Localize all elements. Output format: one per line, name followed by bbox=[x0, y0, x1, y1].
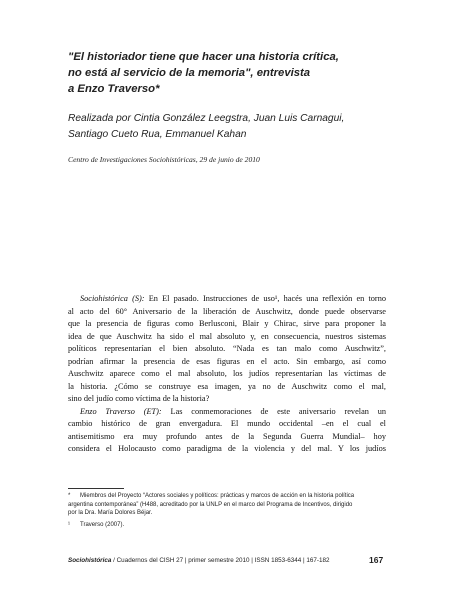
body-line: sino del judío como víctima de la historia? bbox=[68, 394, 210, 403]
line-text: Las conmemoraciones de este aniversario revelan un bbox=[161, 406, 386, 416]
footnote-rule bbox=[68, 488, 124, 489]
page-number: 167 bbox=[369, 555, 384, 565]
title-line: a Enzo Traverso* bbox=[68, 83, 160, 95]
title-line: "El historiador tiene que hacer una historia crítica, bbox=[68, 51, 339, 63]
article-title bbox=[68, 49, 388, 97]
footnote-text: Traverso (2007). bbox=[80, 521, 125, 528]
authors-line: Santiago Cueto Rua, Emmanuel Kahan bbox=[68, 129, 247, 140]
interview-meta: Centro de Investigaciones Sociohistóricas, 29 de junio de 2010 bbox=[68, 155, 260, 164]
journal-details: / Cuadernos del CISH 27 | primer semestre 2010 | ISSN 1853-6344 | 167-182 bbox=[111, 557, 330, 564]
article-authors bbox=[68, 111, 388, 143]
footnote-line bbox=[68, 492, 386, 501]
body-line: Auschwitz aparece como el mal absoluto, los judíos representarían las víctimas de bbox=[68, 369, 386, 378]
footnote-marker: * bbox=[68, 493, 71, 499]
body-line bbox=[68, 406, 386, 419]
body-line: antisemitismo era muy profundo antes de la Segunda Guerra Mundial– hoy bbox=[68, 431, 386, 441]
footnote-line: argentina contemporánea” (H488, acreditado por la UNLP en el marco del Programa de Incentivos, dirigido bbox=[68, 501, 353, 508]
footnote-marker: ¹ bbox=[68, 521, 70, 528]
journal-name: Sociohistórica bbox=[68, 557, 112, 564]
footnote-line bbox=[68, 521, 386, 530]
footnote-line: por la Dra. María Dolores Béjar. bbox=[68, 510, 153, 517]
body-line: la historia. ¿Cómo se construye esa imagen, ya no de Auschwitz como el mal, bbox=[68, 381, 386, 391]
body-line bbox=[68, 293, 386, 306]
footnotes bbox=[68, 492, 386, 532]
body-line: al acto del 60° Aniversario de la liberación de Auschwitz, donde puede observarse bbox=[68, 306, 386, 316]
body-line: considera el Holocausto como paradigma de la violencia y del mal. Y los judíos bbox=[68, 444, 386, 453]
body-line: políticos representarían el bien absoluto. “Nada es tan malo como Auschwitz”, bbox=[68, 344, 386, 353]
line-text: En El pasado. Instrucciones de uso¹, hacés una reflexión en torno bbox=[144, 294, 386, 303]
footnote bbox=[68, 521, 386, 530]
speaker-label: Sociohistórica (S): bbox=[80, 294, 145, 303]
authors-line: Realizada por Cintia González Leegstra, Juan Luis Carnagui, bbox=[68, 113, 345, 124]
title-line: no está al servicio de la memoria", entrevista bbox=[68, 67, 311, 79]
speaker-label: Enzo Traverso (ET): bbox=[80, 406, 162, 416]
body-text bbox=[68, 293, 386, 456]
body-line: cambio histórico de gran envergadura. El mundo occidental –en el cual el bbox=[68, 419, 386, 428]
footnote bbox=[68, 492, 386, 518]
body-line: idea de que Auschwitz ha sido el mal absoluto y, en consecuencia, nuestros sistemas bbox=[68, 331, 386, 341]
body-line: que la presencia de figuras como Berlusconi, Blair y Chirac, sirve para proponer la bbox=[68, 319, 386, 328]
footnote-text: Miembros del Proyecto “Actores sociales y políticos: prácticas y marcos de acción en la historia política bbox=[80, 493, 355, 499]
body-line: podrían afirmar la presencia de esas figuras en el acto. Sin embargo, así como bbox=[68, 356, 386, 366]
page-footer bbox=[68, 557, 386, 564]
